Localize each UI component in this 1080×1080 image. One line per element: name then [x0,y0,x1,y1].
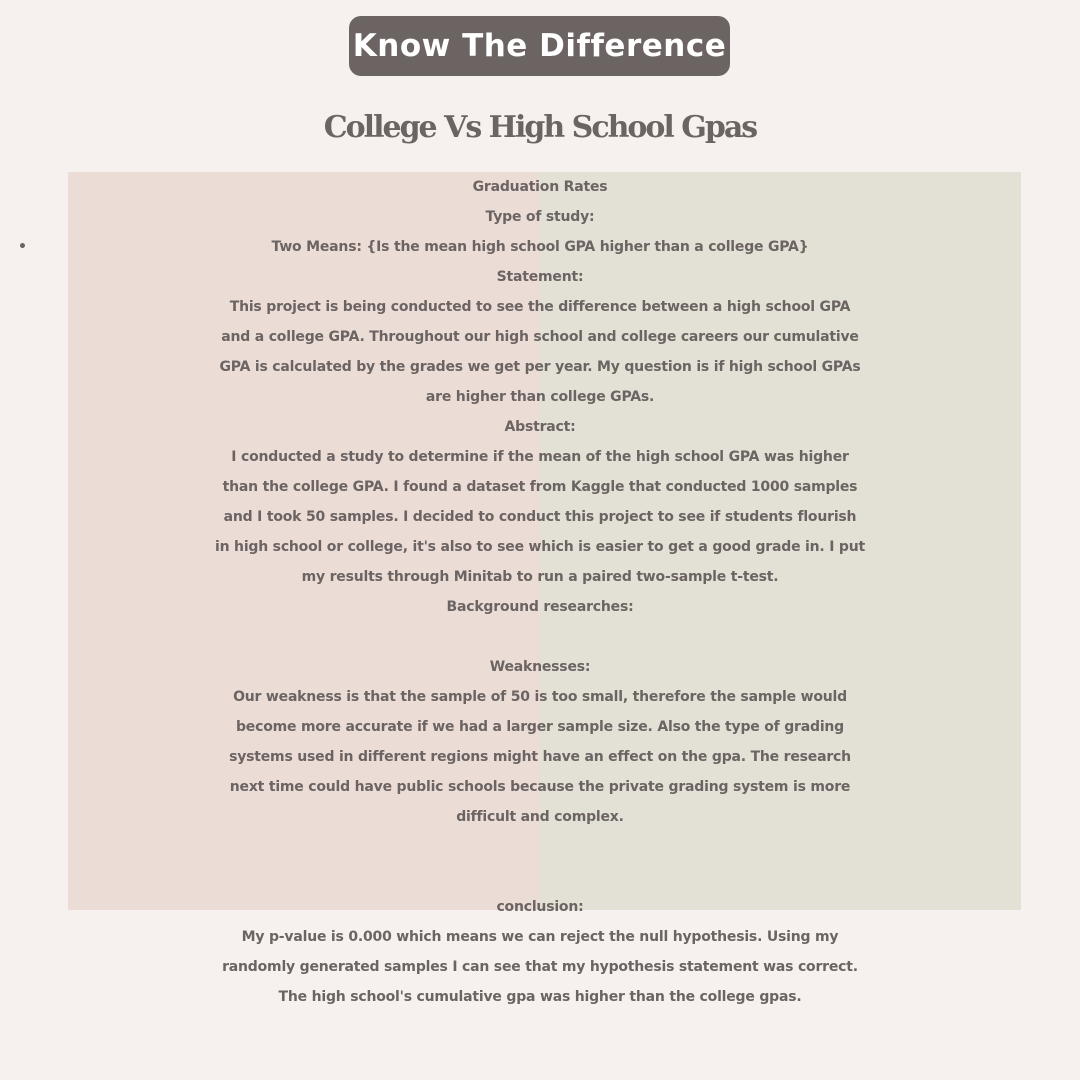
conclusion-line: randomly generated samples I can see that my hypothesis statement was correct. [222,959,858,975]
type-of-study-heading: Type of study: [485,209,595,225]
weaknesses-line: difficult and complex. [456,809,624,825]
type-of-study-item [0,232,1080,262]
statement-line: This project is being conducted to see the difference between a high school GPA [229,299,851,315]
statement-heading: Statement: [496,269,584,285]
type-of-study-text: Two Means: {Is the mean high school GPA higher than a college GPA} [271,239,809,255]
abstract-heading: Abstract: [504,419,576,435]
abstract-line: in high school or college, it's also to see which is easier to get a good grade in. I put [215,539,865,555]
statement-line: are higher than college GPAs. [425,389,655,405]
background-researches-heading: Background researches: [446,599,634,615]
spacer [0,622,1080,652]
abstract-line: I conducted a study to determine if the mean of the high school GPA was higher [231,449,849,465]
abstract-line: than the college GPA. I found a dataset from Kaggle that conducted 1000 samples [222,479,858,495]
statement-line: and a college GPA. Throughout our high school and college careers our cumulative [221,329,859,345]
abstract-line: my results through Minitab to run a paired two-sample t-test. [301,569,779,585]
page-title: College Vs High School Gpas [323,110,757,145]
spacer [0,862,1080,892]
weaknesses-heading: Weaknesses: [489,659,591,675]
spacer [0,832,1080,862]
abstract-line: and I took 50 samples. I decided to conduct this project to see if students flourish [223,509,857,525]
bullet-icon: • [18,239,27,255]
conclusion-heading: conclusion: [496,899,584,915]
statement-line: GPA is calculated by the grades we get per year. My question is if high school GPAs [219,359,861,375]
document-body [0,172,1080,1012]
weaknesses-line: Our weakness is that the sample of 50 is too small, therefore the sample would [233,689,847,705]
header-badge: Know The Difference [349,16,730,76]
conclusion-line: My p-value is 0.000 which means we can reject the null hypothesis. Using my [241,929,839,945]
weaknesses-line: next time could have public schools because the private grading system is more [229,779,851,795]
conclusion-line: The high school's cumulative gpa was higher than the college gpas. [278,989,802,1005]
weaknesses-line: systems used in different regions might have an effect on the gpa. The research [229,749,851,765]
graduation-rates-heading: Graduation Rates [472,179,608,195]
weaknesses-line: become more accurate if we had a larger sample size. Also the type of grading [235,719,845,735]
